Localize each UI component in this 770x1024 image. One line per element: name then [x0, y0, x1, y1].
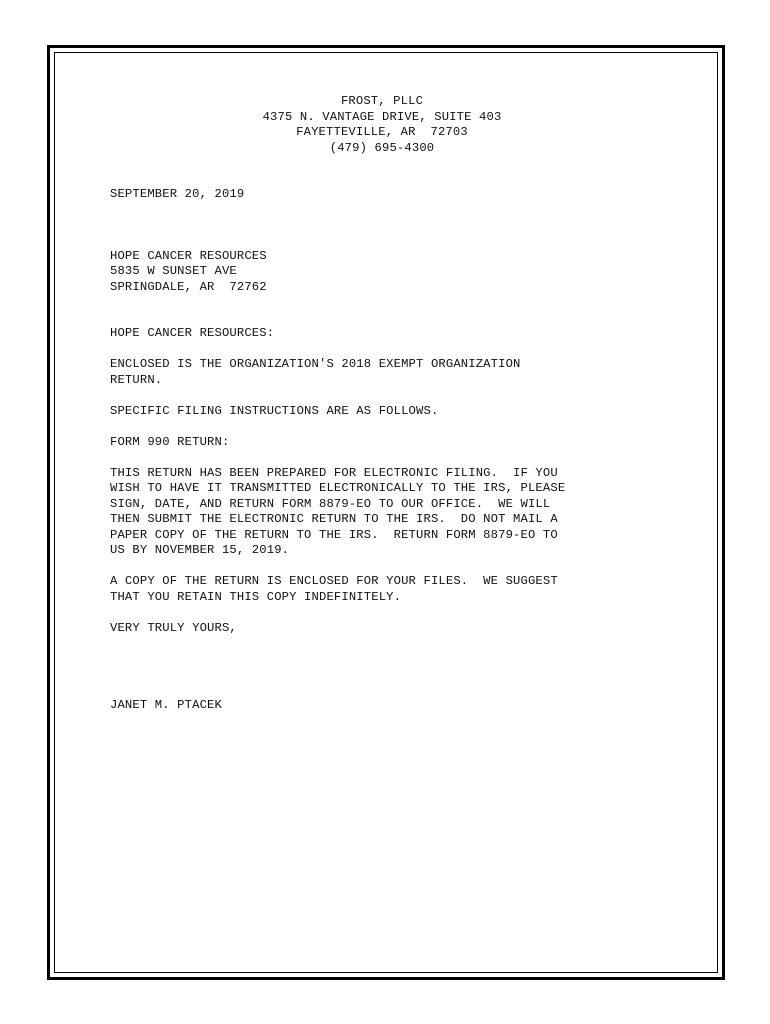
paragraph-line: US BY NOVEMBER 15, 2019. [110, 543, 290, 557]
recipient-name: HOPE CANCER RESOURCES [110, 248, 267, 263]
firm-address-line1: 4375 N. VANTAGE DRIVE, SUITE 403 [262, 109, 502, 124]
paragraph-line: THEN SUBMIT THE ELECTRONIC RETURN TO THE IRS. DO NOT MAIL A [110, 512, 558, 526]
recipient-city: SPRINGDALE, AR 72762 [110, 279, 267, 294]
firm-address-line2: FAYETTEVILLE, AR 72703 [296, 125, 468, 139]
paragraph-electronic-filing [110, 466, 690, 559]
paragraph-line: A COPY OF THE RETURN IS ENCLOSED FOR YOUR FILES. WE SUGGEST [110, 574, 558, 588]
paragraph-line: SIGN, DATE, AND RETURN FORM 8879-EO TO OUR OFFICE. WE WILL [110, 496, 551, 511]
paragraph-line: THAT YOU RETAIN THIS COPY INDEFINITELY. [110, 589, 402, 604]
paragraph-form-heading: FORM 990 RETURN: [110, 434, 230, 449]
letter-date: SEPTEMBER 20, 2019 [110, 187, 245, 201]
paragraph-line: WISH TO HAVE IT TRANSMITTED ELECTRONICALLY TO THE IRS, PLEASE [110, 481, 566, 495]
closing: VERY TRULY YOURS, [110, 620, 237, 635]
signer-name: JANET M. PTACEK [110, 698, 222, 712]
paragraph-line: PAPER COPY OF THE RETURN TO THE IRS. RETURN FORM 8879-EO TO [110, 527, 558, 542]
letterhead [110, 94, 690, 156]
salutation: HOPE CANCER RESOURCES: [110, 326, 275, 340]
firm-name: FROST, PLLC [340, 94, 424, 108]
paragraph-instructions: SPECIFIC FILING INSTRUCTIONS ARE AS FOLLOWS. [110, 403, 439, 418]
paragraph-enclosed [110, 357, 690, 388]
recipient-address [110, 249, 690, 296]
paragraph-copy-retain [110, 574, 690, 605]
paragraph-line: THIS RETURN HAS BEEN PREPARED FOR ELECTRONIC FILING. IF YOU [110, 465, 558, 480]
recipient-street: 5835 W SUNSET AVE [110, 264, 237, 278]
paragraph-line: ENCLOSED IS THE ORGANIZATION'S 2018 EXEMPT ORGANIZATION [110, 357, 521, 371]
firm-phone: (479) 695-4300 [329, 140, 435, 155]
letter-body [110, 94, 690, 714]
paragraph-line: RETURN. [110, 372, 163, 387]
